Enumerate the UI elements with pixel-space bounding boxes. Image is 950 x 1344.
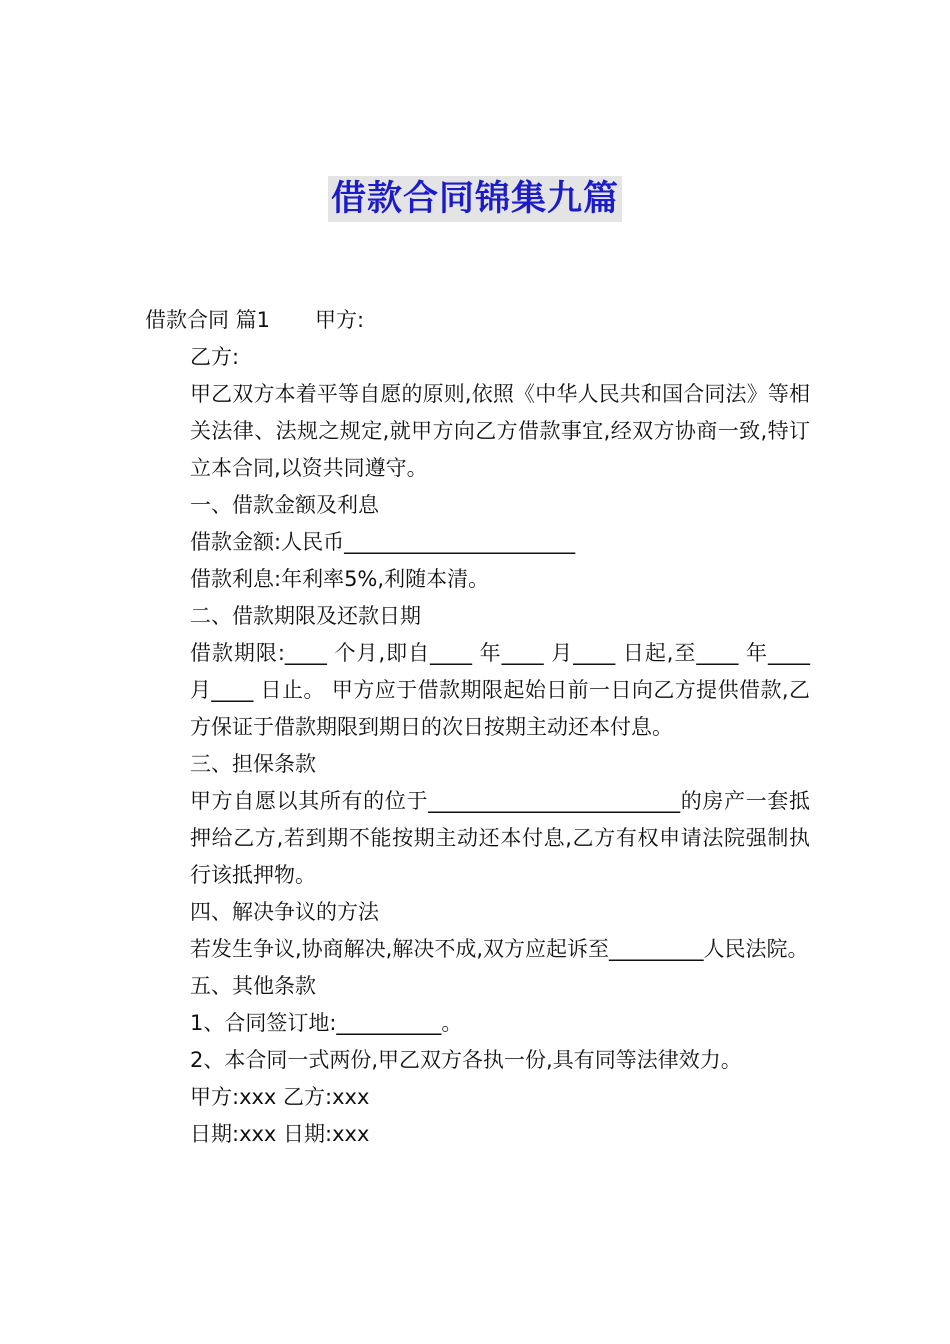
document-title: 借款合同锦集九篇	[328, 176, 622, 222]
loan-amount-line: 借款金额:人民币______________________	[190, 530, 576, 554]
loan-interest-line: 借款利息:年利率5%,利随本清。	[190, 567, 490, 591]
copies-line: 2、本合同一式两份,甲乙双方各执一份,具有同等法律效力。	[190, 1048, 742, 1072]
section-heading-line	[145, 302, 810, 339]
document-title-wrap	[0, 176, 950, 222]
party-a-label: 甲方:	[315, 308, 365, 332]
preamble-paragraph: 甲乙双方本着平等自愿的原则,依照《中华人民共和国合同法》等相关法律、法规之规定,就甲方向乙方借款事宜,经双方协商一致,特订立本合同,以资共同遵守。	[190, 382, 810, 480]
clause-2-heading: 二、借款期限及还款日期	[190, 604, 421, 628]
signing-place-line: 1、合同签订地:__________。	[190, 1011, 463, 1035]
dates-line: 日期:xxx 日期:xxx	[190, 1122, 370, 1146]
loan-term-paragraph: 借款期限:____ 个月,即自____ 年____ 月____ 日起,至____ 年____ 月____ 日止。 甲方应于借款期限起始日前一日向乙方提供借款,乙方保证于借款期限到期日的次日按期主动还本付息。	[190, 641, 810, 739]
guarantee-paragraph: 甲方自愿以其所有的位于________________________的房产一套抵押给乙方,若到期不能按期主动还本付息,乙方有权申请法院强制执行该抵押物。	[190, 789, 810, 887]
article-heading: 借款合同 篇1	[145, 308, 271, 332]
signatures-line: 甲方:xxx 乙方:xxx	[190, 1085, 370, 1109]
clause-4-heading: 四、解决争议的方法	[190, 900, 379, 924]
dispute-paragraph: 若发生争议,协商解决,解决不成,双方应起诉至_________人民法院。	[190, 937, 809, 961]
document-body	[145, 302, 810, 1153]
party-b-label: 乙方:	[190, 345, 240, 369]
clause-5-heading: 五、其他条款	[190, 974, 316, 998]
clause-1-heading: 一、借款金额及利息	[190, 493, 379, 517]
clause-3-heading: 三、担保条款	[190, 752, 316, 776]
